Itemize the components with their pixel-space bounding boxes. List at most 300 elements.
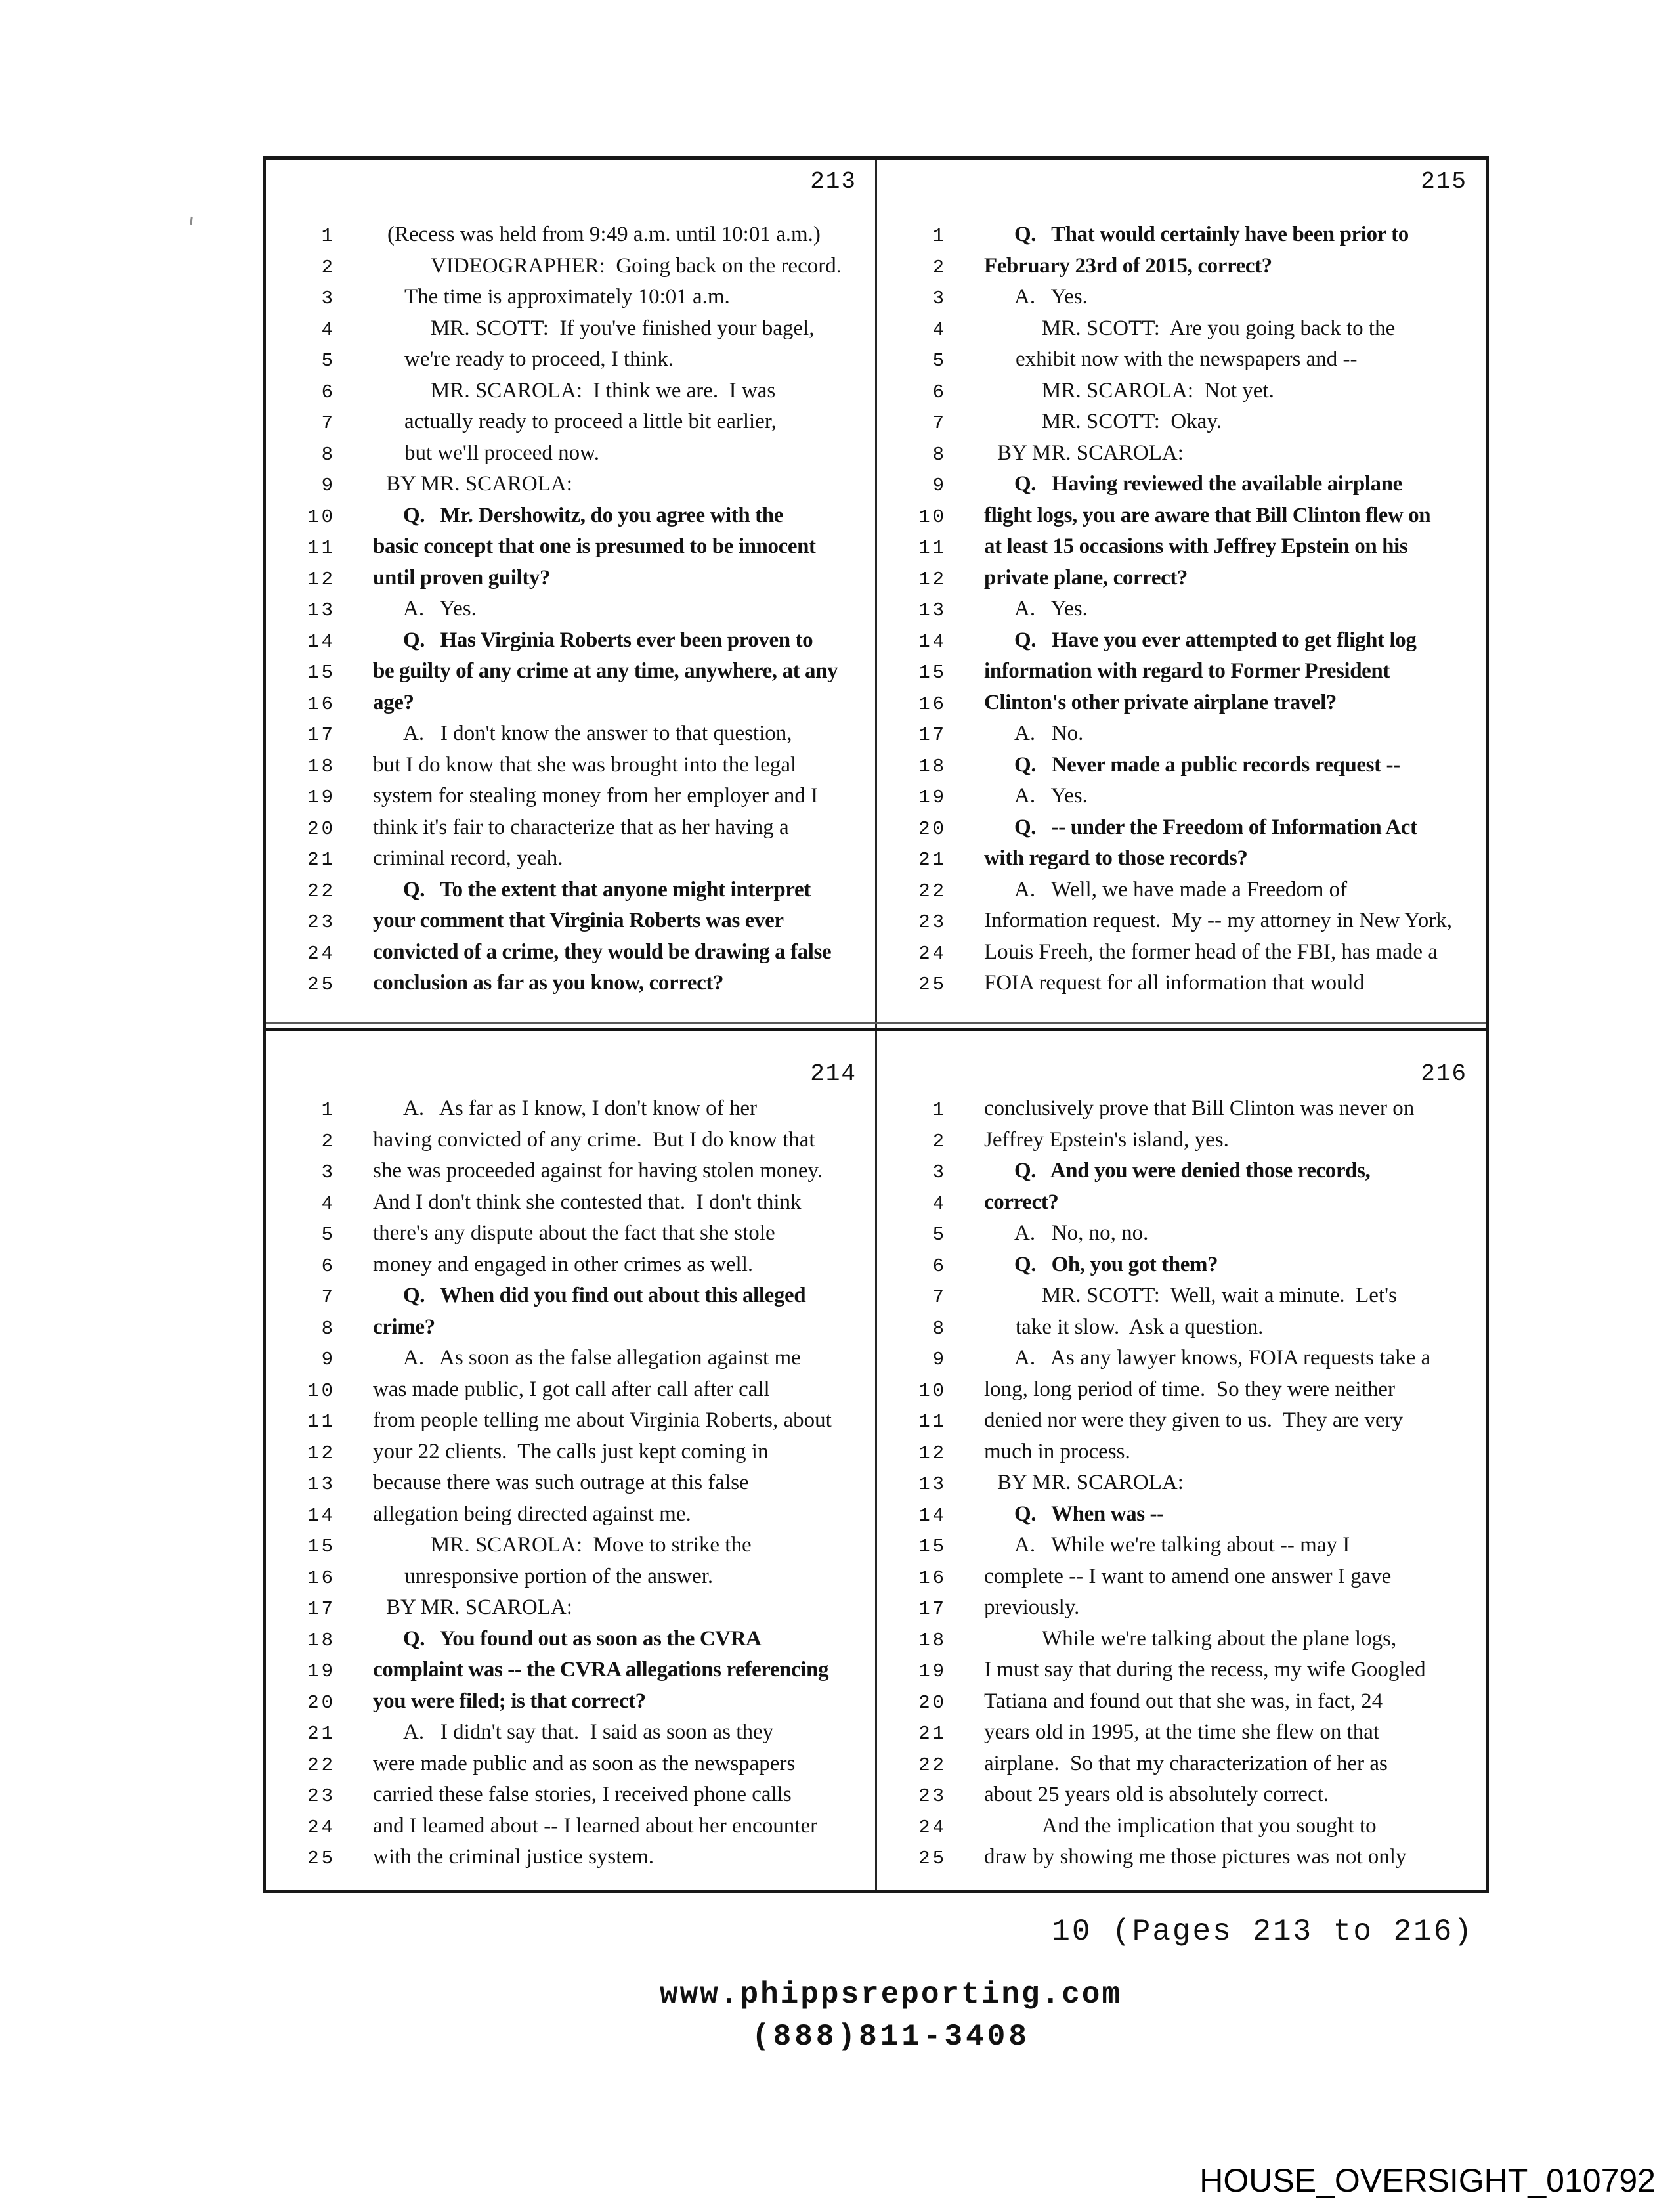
line-text: complete -- I want to amend one answer I gave bbox=[984, 1564, 1392, 1588]
line-number: 18 bbox=[307, 755, 335, 777]
line-text: conclusion as far as you know, correct? bbox=[373, 971, 724, 995]
transcript-line bbox=[266, 345, 875, 377]
line-text: actually ready to proceed a little bit earlier, bbox=[404, 410, 777, 433]
transcript-line bbox=[877, 1344, 1486, 1376]
line-number: 17 bbox=[307, 724, 335, 746]
transcript-lines bbox=[266, 221, 875, 1001]
line-text: Clinton's other private airplane travel? bbox=[984, 690, 1337, 714]
line-text: BY MR. SCAROLA: bbox=[386, 472, 572, 496]
transcript-page-215 bbox=[877, 160, 1486, 1022]
transcript-line bbox=[266, 1126, 875, 1158]
transcript-line bbox=[266, 439, 875, 471]
line-number: 12 bbox=[307, 1442, 335, 1464]
line-text: VIDEOGRAPHER: Going back on the record. bbox=[431, 253, 842, 278]
transcript-line bbox=[877, 1812, 1486, 1844]
line-text: but I do know that she was brought into the legal bbox=[373, 752, 797, 777]
transcript-line bbox=[877, 252, 1486, 284]
line-text: A. I don't know the answer to that question, bbox=[403, 722, 792, 745]
line-text: having convicted of any crime. But I do know that bbox=[373, 1127, 815, 1152]
transcript-line bbox=[266, 1376, 875, 1407]
line-number: 17 bbox=[307, 1598, 335, 1620]
line-number: 23 bbox=[918, 1785, 947, 1807]
line-number: 12 bbox=[918, 568, 947, 590]
line-number: 4 bbox=[321, 318, 335, 341]
line-number: 14 bbox=[307, 630, 335, 653]
transcript-line bbox=[877, 1469, 1486, 1500]
line-number: 19 bbox=[307, 787, 335, 808]
line-number: 22 bbox=[307, 880, 335, 902]
transcript-line bbox=[877, 595, 1486, 626]
line-text: system for stealing money from her employer and I bbox=[373, 784, 819, 808]
line-number: 7 bbox=[932, 1286, 947, 1308]
line-text: allegation being directed against me. bbox=[373, 1502, 691, 1526]
transcript-line bbox=[877, 532, 1486, 564]
line-text: we're ready to proceed, I think. bbox=[404, 347, 674, 371]
line-number: 3 bbox=[321, 1161, 335, 1183]
line-number: 2 bbox=[321, 1130, 335, 1152]
transcript-line bbox=[266, 595, 875, 626]
line-number: 16 bbox=[307, 1567, 335, 1589]
line-text: private plane, correct? bbox=[984, 565, 1188, 590]
line-number: 6 bbox=[932, 381, 947, 403]
line-number: 22 bbox=[918, 880, 947, 902]
line-text: exhibit now with the newspapers and -- bbox=[1016, 347, 1358, 371]
line-number: 23 bbox=[307, 1785, 335, 1807]
line-text: were made public and as soon as the newspapers bbox=[373, 1751, 796, 1775]
line-text: Q. When did you find out about this alleged bbox=[403, 1284, 806, 1307]
line-number: 1 bbox=[321, 225, 335, 247]
line-text: Q. When was -- bbox=[1014, 1502, 1164, 1526]
line-text: Q. Have you ever attempted to get flight log bbox=[1014, 628, 1417, 652]
transcript-line bbox=[877, 408, 1486, 439]
line-number: 11 bbox=[307, 1411, 335, 1433]
line-text: information with regard to Former President bbox=[984, 659, 1390, 683]
line-number: 22 bbox=[307, 1754, 335, 1776]
line-number: 14 bbox=[918, 1504, 947, 1527]
transcript-line bbox=[266, 1656, 875, 1687]
transcript-line bbox=[877, 1282, 1486, 1313]
line-text: A. I didn't say that. I said as soon as they bbox=[403, 1720, 774, 1744]
transcript-line bbox=[877, 1157, 1486, 1188]
transcript-line bbox=[877, 1188, 1486, 1220]
transcript-line bbox=[266, 377, 875, 408]
line-text: denied nor were they given to us. They are very bbox=[984, 1408, 1404, 1432]
transcript-line bbox=[877, 938, 1486, 970]
line-number: 25 bbox=[918, 974, 947, 995]
transcript-line bbox=[877, 470, 1486, 502]
line-text: BY MR. SCAROLA: bbox=[997, 441, 1184, 465]
line-number: 7 bbox=[321, 1286, 335, 1308]
line-number: 19 bbox=[307, 1660, 335, 1682]
transcript-line bbox=[266, 751, 875, 783]
transcript-lines bbox=[266, 1095, 875, 1875]
line-text: convicted of a crime, they would be drawing a false bbox=[373, 940, 832, 964]
line-number: 16 bbox=[918, 1567, 947, 1589]
line-text: (Recess was held from 9:49 a.m. until 10:01 a.m.) bbox=[387, 223, 821, 246]
line-text: be guilty of any crime at any time, anywhere, at any bbox=[373, 659, 838, 683]
transcript-line bbox=[266, 221, 875, 252]
transcript-line bbox=[266, 657, 875, 689]
transcript-line bbox=[266, 252, 875, 284]
line-number: 8 bbox=[321, 1317, 335, 1339]
line-number: 20 bbox=[307, 1691, 335, 1714]
line-number: 22 bbox=[918, 1754, 947, 1776]
line-text: long, long period of time. So they were neither bbox=[984, 1377, 1395, 1401]
line-number: 13 bbox=[918, 599, 947, 621]
transcript-line bbox=[266, 314, 875, 346]
transcript-line bbox=[877, 1563, 1486, 1594]
transcript-line bbox=[877, 502, 1486, 533]
line-text: A. As soon as the false allegation against me bbox=[403, 1346, 801, 1370]
line-number: 9 bbox=[321, 475, 335, 496]
line-text: was made public, I got call after call after call bbox=[373, 1377, 770, 1401]
line-text: conclusively prove that Bill Clinton was never on bbox=[984, 1096, 1415, 1120]
line-text: but we'll proceed now. bbox=[404, 441, 600, 465]
line-number: 23 bbox=[918, 911, 947, 933]
line-text: A. While we're talking about -- may I bbox=[1014, 1533, 1350, 1557]
transcript-line bbox=[877, 1750, 1486, 1781]
line-text: February 23rd of 2015, correct? bbox=[984, 253, 1272, 278]
line-text: criminal record, yeah. bbox=[373, 846, 563, 870]
line-text: unresponsive portion of the answer. bbox=[404, 1564, 714, 1588]
bates-stamp: HOUSE_OVERSIGHT_010792 bbox=[1199, 2162, 1656, 2199]
transcript-line bbox=[266, 1812, 875, 1844]
transcript-line bbox=[266, 1188, 875, 1220]
transcript-lines bbox=[877, 221, 1486, 1001]
line-number: 6 bbox=[932, 1255, 947, 1277]
line-number: 21 bbox=[307, 849, 335, 871]
transcript-line bbox=[266, 1344, 875, 1376]
line-text: A. Yes. bbox=[1014, 285, 1088, 309]
transcript-line bbox=[877, 751, 1486, 783]
transcript-line bbox=[877, 1376, 1486, 1407]
transcript-line bbox=[266, 720, 875, 751]
line-text: at least 15 occasions with Jeffrey Epstein on his bbox=[984, 534, 1408, 558]
transcript-line bbox=[877, 1095, 1486, 1126]
line-number: 12 bbox=[918, 1442, 947, 1464]
line-number: 5 bbox=[932, 350, 947, 372]
line-text: there's any dispute about the fact that she stole bbox=[373, 1221, 775, 1245]
line-text: Q. Oh, you got them? bbox=[1014, 1252, 1218, 1276]
transcript-line bbox=[266, 1282, 875, 1313]
line-text: years old in 1995, at the time she flew on that bbox=[984, 1720, 1380, 1744]
transcript-line bbox=[877, 439, 1486, 471]
line-text: Q. That would certainly have been prior to bbox=[1014, 223, 1409, 246]
line-number: 15 bbox=[307, 1536, 335, 1557]
line-text: correct? bbox=[984, 1190, 1059, 1214]
line-number: 18 bbox=[307, 1629, 335, 1651]
line-text: basic concept that one is presumed to be innocent bbox=[373, 534, 816, 558]
transcript-line bbox=[877, 1781, 1486, 1812]
transcript-line bbox=[877, 689, 1486, 720]
transcript-line bbox=[266, 1500, 875, 1532]
line-text: MR. SCAROLA: Move to strike the bbox=[431, 1533, 752, 1557]
line-number: 8 bbox=[321, 443, 335, 466]
line-text: airplane. So that my characterization of her as bbox=[984, 1751, 1388, 1775]
line-text: you were filed; is that correct? bbox=[373, 1689, 646, 1713]
line-number: 10 bbox=[307, 1379, 335, 1402]
line-number: 11 bbox=[918, 1411, 947, 1433]
line-text: and I leamed about -- I learned about her encounter bbox=[373, 1813, 818, 1838]
line-number: 3 bbox=[932, 1161, 947, 1183]
line-text: I must say that during the recess, my wife Googled bbox=[984, 1658, 1426, 1681]
line-number: 16 bbox=[307, 693, 335, 715]
line-text: Jeffrey Epstein's island, yes. bbox=[984, 1127, 1229, 1152]
transcript-line bbox=[266, 532, 875, 564]
line-number: 5 bbox=[321, 350, 335, 372]
transcript-line bbox=[266, 283, 875, 314]
scan-artifact-mark bbox=[190, 217, 193, 225]
transcript-line bbox=[877, 1126, 1486, 1158]
line-text: A. Well, we have made a Freedom of bbox=[1014, 877, 1348, 901]
transcript-line bbox=[266, 1406, 875, 1438]
line-text: Louis Freeh, the former head of the FBI, has made a bbox=[984, 940, 1438, 964]
transcript-line bbox=[877, 813, 1486, 845]
line-number: 7 bbox=[321, 412, 335, 434]
line-text: Information request. My -- my attorney in New York, bbox=[984, 909, 1453, 932]
line-text: The time is approximately 10:01 a.m. bbox=[404, 285, 730, 309]
transcript-line bbox=[266, 844, 875, 876]
transcript-line bbox=[877, 283, 1486, 314]
line-number: 9 bbox=[932, 1349, 947, 1370]
line-text: because there was such outrage at this false bbox=[373, 1471, 749, 1494]
transcript-line bbox=[266, 907, 875, 938]
line-number: 18 bbox=[918, 1629, 947, 1651]
line-number: 3 bbox=[932, 288, 947, 309]
transcript-line bbox=[266, 938, 875, 970]
line-number: 13 bbox=[918, 1473, 947, 1495]
line-text: A. Yes. bbox=[1014, 784, 1088, 808]
transcript-line bbox=[266, 1313, 875, 1345]
line-number: 5 bbox=[321, 1224, 335, 1246]
line-text: Q. Having reviewed the available airplane bbox=[1014, 472, 1402, 496]
line-text: Q. Has Virginia Roberts ever been proven to bbox=[403, 628, 813, 652]
line-text: While we're talking about the plane logs, bbox=[1042, 1626, 1397, 1651]
line-text: MR. SCAROLA: Not yet. bbox=[1042, 378, 1274, 402]
line-number: 25 bbox=[307, 1848, 335, 1869]
line-number: 25 bbox=[307, 974, 335, 995]
line-text: MR. SCOTT: If you've finished your bagel, bbox=[431, 316, 815, 340]
line-number: 15 bbox=[307, 662, 335, 683]
line-number: 4 bbox=[932, 318, 947, 341]
footer-page-range: 10 (Pages 213 to 216) bbox=[1052, 1915, 1474, 1949]
transcript-line bbox=[877, 876, 1486, 907]
transcript-four-up-grid bbox=[263, 156, 1489, 1893]
transcript-line bbox=[877, 1500, 1486, 1532]
line-text: with the criminal justice system. bbox=[373, 1845, 655, 1869]
line-number: 24 bbox=[307, 1816, 335, 1838]
line-text: complaint was -- the CVRA allegations referencing bbox=[373, 1658, 829, 1681]
transcript-lines bbox=[877, 1095, 1486, 1875]
transcript-line bbox=[877, 1718, 1486, 1750]
line-text: your comment that Virginia Roberts was ever bbox=[373, 909, 784, 932]
transcript-line bbox=[266, 1781, 875, 1812]
transcript-line bbox=[266, 626, 875, 658]
line-number: 1 bbox=[321, 1099, 335, 1121]
transcript-line bbox=[266, 408, 875, 439]
line-number: 5 bbox=[932, 1224, 947, 1246]
line-text: much in process. bbox=[984, 1439, 1130, 1464]
transcript-line bbox=[266, 564, 875, 596]
line-number: 20 bbox=[918, 1691, 947, 1714]
transcript-line bbox=[877, 907, 1486, 938]
line-number: 7 bbox=[932, 412, 947, 434]
line-number: 25 bbox=[918, 1848, 947, 1869]
line-text: And the implication that you sought to bbox=[1042, 1813, 1377, 1838]
transcript-line bbox=[266, 1687, 875, 1719]
transcript-line bbox=[877, 1594, 1486, 1625]
line-text: And I don't think she contested that. I don't think bbox=[373, 1190, 802, 1214]
line-number: 21 bbox=[307, 1723, 335, 1745]
line-text: A. Yes. bbox=[1014, 597, 1088, 620]
transcript-line bbox=[266, 1219, 875, 1251]
transcript-line bbox=[266, 813, 875, 845]
line-number: 14 bbox=[918, 630, 947, 653]
line-number: 6 bbox=[321, 1255, 335, 1277]
line-number: 11 bbox=[307, 537, 335, 559]
line-number: 6 bbox=[321, 381, 335, 403]
line-text: from people telling me about Virginia Roberts, about bbox=[373, 1408, 832, 1432]
transcript-line bbox=[266, 1625, 875, 1657]
page-number: 216 bbox=[1421, 1060, 1467, 1087]
transcript-line bbox=[877, 345, 1486, 377]
transcript-page-214 bbox=[266, 1031, 875, 1890]
line-number: 10 bbox=[918, 1379, 947, 1402]
line-text: A. As any lawyer knows, FOIA requests take a bbox=[1014, 1346, 1431, 1370]
transcript-line bbox=[877, 782, 1486, 813]
transcript-line bbox=[877, 626, 1486, 658]
transcript-line bbox=[877, 1843, 1486, 1875]
transcript-line bbox=[266, 876, 875, 907]
transcript-line bbox=[266, 1251, 875, 1282]
line-number: 4 bbox=[932, 1192, 947, 1215]
transcript-line bbox=[877, 1531, 1486, 1563]
line-number: 24 bbox=[918, 942, 947, 965]
transcript-line bbox=[266, 1095, 875, 1126]
transcript-line bbox=[877, 1251, 1486, 1282]
line-number: 16 bbox=[918, 693, 947, 715]
transcript-line bbox=[877, 1219, 1486, 1251]
line-text: about 25 years old is absolutely correct. bbox=[984, 1783, 1329, 1806]
transcript-line bbox=[266, 1157, 875, 1188]
line-number: 11 bbox=[918, 537, 947, 559]
transcript-line bbox=[877, 564, 1486, 596]
line-text: BY MR. SCAROLA: bbox=[386, 1595, 572, 1619]
line-number: 20 bbox=[307, 817, 335, 840]
line-number: 15 bbox=[918, 1536, 947, 1557]
transcript-line bbox=[266, 782, 875, 813]
line-text: flight logs, you are aware that Bill Clinton flew on bbox=[984, 503, 1431, 527]
line-number: 9 bbox=[932, 475, 947, 496]
transcript-line bbox=[877, 1656, 1486, 1687]
line-number: 9 bbox=[321, 1349, 335, 1370]
line-text: A. As far as I know, I don't know of her bbox=[403, 1096, 758, 1120]
line-number: 4 bbox=[321, 1192, 335, 1215]
line-text: Q. To the extent that anyone might interpret bbox=[403, 877, 811, 901]
transcript-line bbox=[266, 1563, 875, 1594]
line-number: 13 bbox=[307, 1473, 335, 1495]
transcript-line bbox=[877, 720, 1486, 751]
transcript-page-216 bbox=[877, 1031, 1486, 1890]
transcript-line bbox=[877, 221, 1486, 252]
line-number: 2 bbox=[932, 1130, 947, 1152]
page-number: 214 bbox=[810, 1060, 857, 1087]
transcript-line bbox=[877, 969, 1486, 1001]
line-number: 3 bbox=[321, 288, 335, 309]
line-text: Q. -- under the Freedom of Information Act bbox=[1014, 815, 1417, 839]
line-number: 21 bbox=[918, 1723, 947, 1745]
line-text: previously. bbox=[984, 1595, 1080, 1619]
line-text: Q. Never made a public records request -- bbox=[1014, 752, 1400, 777]
transcript-line bbox=[266, 502, 875, 533]
line-number: 2 bbox=[932, 256, 947, 278]
line-text: BY MR. SCAROLA: bbox=[997, 1471, 1184, 1494]
line-text: draw by showing me those pictures was not only bbox=[984, 1845, 1407, 1869]
transcript-line bbox=[877, 844, 1486, 876]
line-text: age? bbox=[373, 690, 414, 714]
footer-phone-number: (888)811-3408 bbox=[752, 2020, 1030, 2054]
line-number: 18 bbox=[918, 755, 947, 777]
line-number: 24 bbox=[918, 1816, 947, 1838]
line-number: 2 bbox=[321, 256, 335, 278]
line-text: MR. SCOTT: Okay. bbox=[1042, 410, 1222, 433]
transcript-line bbox=[266, 689, 875, 720]
transcript-line bbox=[877, 314, 1486, 346]
transcript-line bbox=[877, 1406, 1486, 1438]
transcript-line bbox=[266, 1750, 875, 1781]
line-text: MR. SCAROLA: I think we are. I was bbox=[431, 378, 776, 402]
line-text: MR. SCOTT: Well, wait a minute. Let's bbox=[1042, 1284, 1397, 1307]
line-text: with regard to those records? bbox=[984, 846, 1248, 870]
transcript-line bbox=[266, 969, 875, 1001]
transcript-line bbox=[877, 377, 1486, 408]
transcript-line bbox=[877, 1438, 1486, 1469]
transcript-line bbox=[266, 1843, 875, 1875]
line-text: MR. SCOTT: Are you going back to the bbox=[1042, 316, 1396, 340]
line-number: 8 bbox=[932, 1317, 947, 1339]
transcript-line bbox=[266, 1469, 875, 1500]
line-text: FOIA request for all information that would bbox=[984, 971, 1365, 995]
line-text: A. No. bbox=[1014, 722, 1084, 745]
line-number: 10 bbox=[918, 506, 947, 528]
horizontal-divider-thin bbox=[266, 1022, 1486, 1024]
line-number: 19 bbox=[918, 1660, 947, 1682]
line-text: money and engaged in other crimes as well. bbox=[373, 1252, 754, 1276]
line-number: 17 bbox=[918, 1598, 947, 1620]
transcript-line bbox=[877, 1625, 1486, 1657]
line-text: Q. Mr. Dershowitz, do you agree with the bbox=[403, 503, 783, 527]
line-number: 1 bbox=[932, 1099, 947, 1121]
line-text: carried these false stories, I received phone calls bbox=[373, 1783, 792, 1806]
transcript-line bbox=[266, 470, 875, 502]
transcript-page-213 bbox=[266, 160, 875, 1022]
transcript-line bbox=[877, 1687, 1486, 1719]
transcript-line bbox=[266, 1594, 875, 1625]
line-number: 17 bbox=[918, 724, 947, 746]
line-number: 24 bbox=[307, 942, 335, 965]
line-number: 10 bbox=[307, 506, 335, 528]
line-text: A. Yes. bbox=[403, 597, 477, 620]
line-text: crime? bbox=[373, 1314, 435, 1339]
transcript-line bbox=[266, 1718, 875, 1750]
transcript-line bbox=[266, 1531, 875, 1563]
line-text: your 22 clients. The calls just kept coming in bbox=[373, 1439, 769, 1464]
line-number: 8 bbox=[932, 443, 947, 466]
transcript-line bbox=[877, 1313, 1486, 1345]
page-number: 213 bbox=[810, 168, 857, 195]
line-text: until proven guilty? bbox=[373, 565, 551, 590]
line-number: 15 bbox=[918, 662, 947, 683]
